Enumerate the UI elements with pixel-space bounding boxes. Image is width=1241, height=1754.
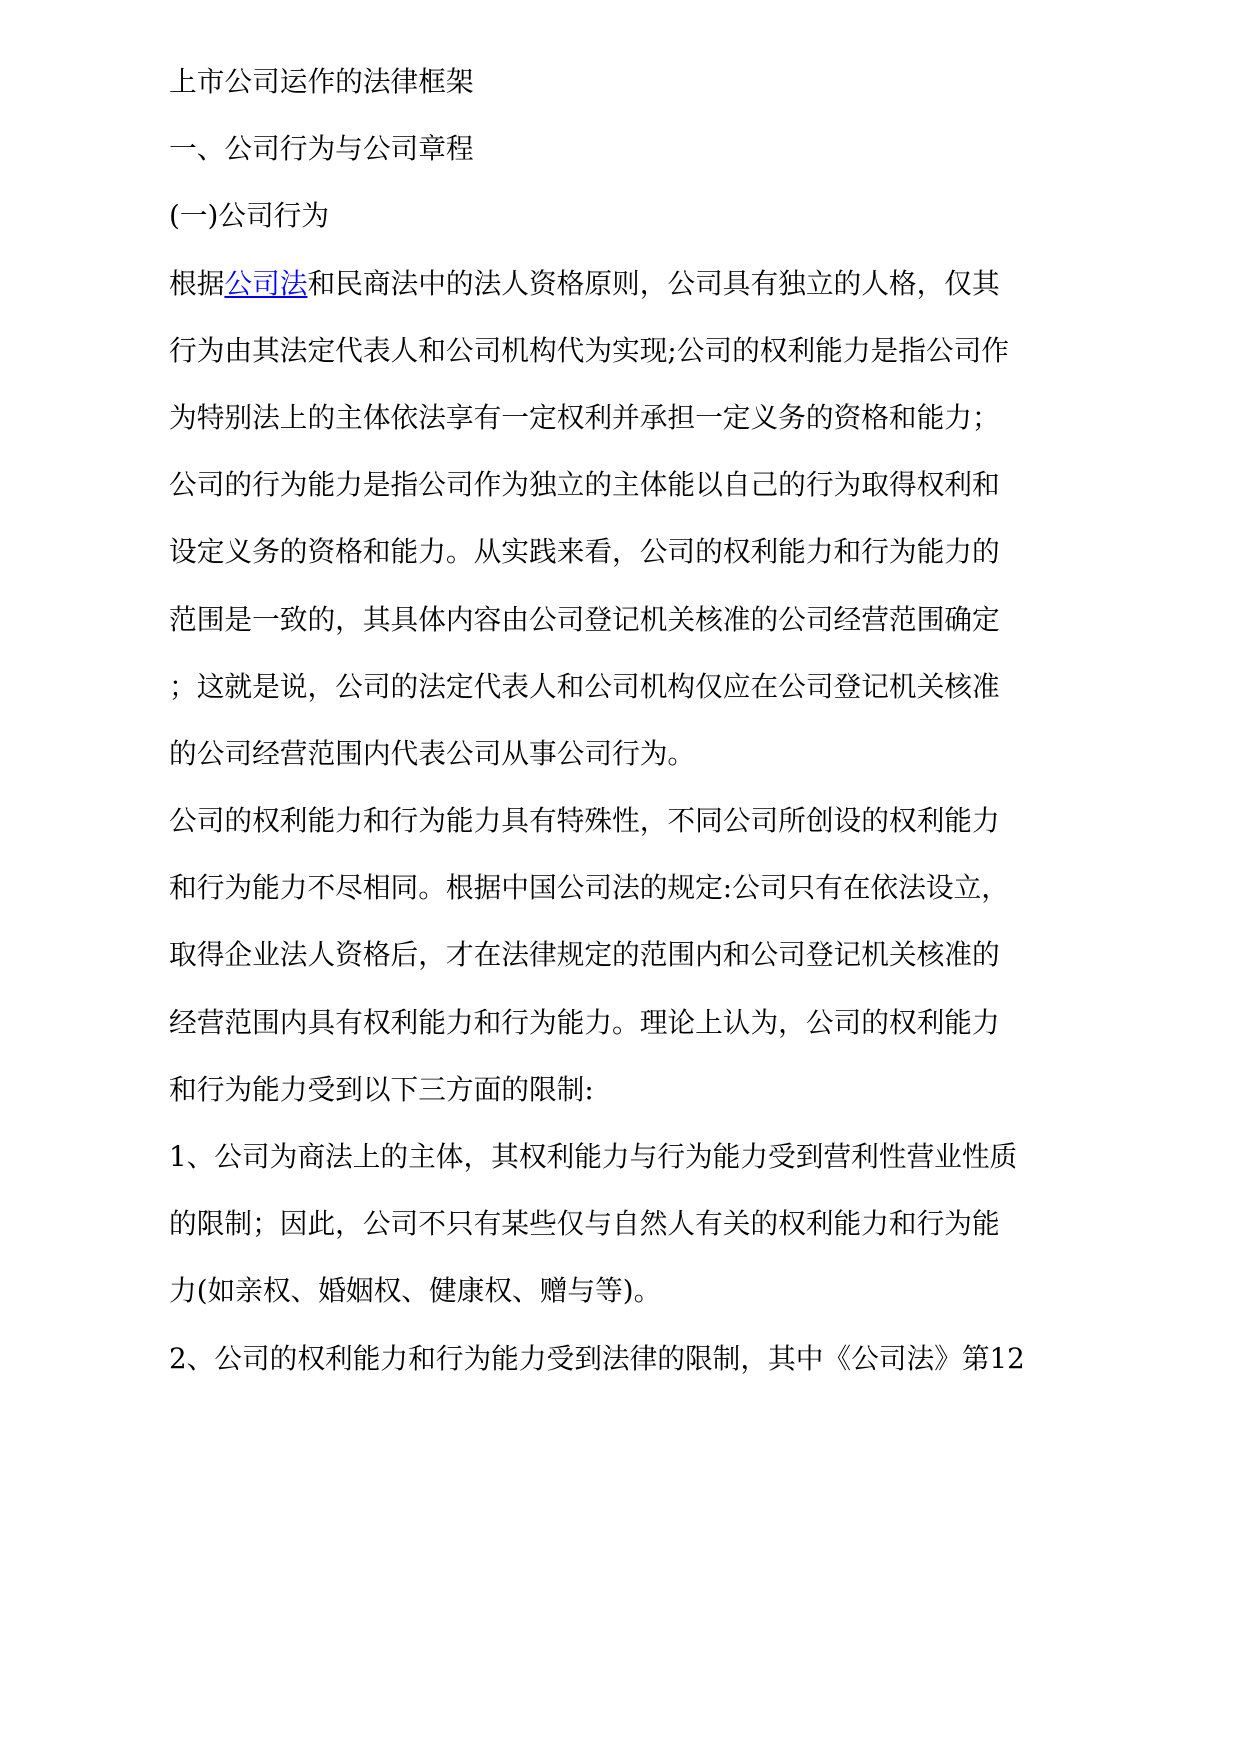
document-page bbox=[169, 48, 1169, 1392]
list-item-1 bbox=[169, 1123, 1169, 1325]
paragraph-line: 和行为能力不尽相同。根据中国公司法的规定:公司只有在依法设立， bbox=[169, 871, 1009, 905]
paragraph-line: 为特别法上的主体依法享有一定权利并承担一定义务的资格和能力； bbox=[169, 400, 1000, 434]
paragraph-2 bbox=[169, 787, 1169, 1123]
list-item-2 bbox=[169, 1325, 1169, 1392]
section-heading: 一、公司行为与公司章程 bbox=[169, 132, 474, 166]
subsection-heading: (一)公司行为 bbox=[169, 199, 330, 233]
paragraph-line: 经营范围内具有权利能力和行为能力。理论上认为，公司的权利能力 bbox=[169, 1005, 1000, 1039]
line-suffix: 和民商法中的法人资格原则，公司具有独立的人格，仅其 bbox=[307, 266, 1000, 300]
list-item-line: 的限制；因此，公司不只有某些仅与自然人有关的权利能力和行为能 bbox=[169, 1207, 1000, 1241]
document-title: 上市公司运作的法律框架 bbox=[169, 65, 474, 98]
paragraph-line: 和行为能力受到以下三方面的限制: bbox=[169, 1072, 594, 1106]
paragraph-line bbox=[169, 250, 1169, 317]
paragraph-line: ；这就是说，公司的法定代表人和公司机构仅应在公司登记机关核准 bbox=[169, 669, 1000, 703]
paragraph-line: 取得企业法人资格后，才在法律规定的范围内和公司登记机关核准的 bbox=[169, 938, 1000, 972]
list-item-line: 1、公司为商法上的主体，其权利能力与行为能力受到营利性营业性质 bbox=[169, 1140, 1018, 1173]
paragraph-line: 范围是一致的，其具体内容由公司登记机关核准的公司经营范围确定 bbox=[169, 602, 1000, 636]
paragraph-1 bbox=[169, 250, 1169, 788]
paragraph-line: 设定义务的资格和能力。从实践来看，公司的权利能力和行为能力的 bbox=[169, 535, 1000, 569]
paragraph-line: 的公司经营范围内代表公司从事公司行为。 bbox=[169, 736, 696, 770]
line-prefix: 根据 bbox=[169, 266, 225, 300]
paragraph-line: 公司的权利能力和行为能力具有特殊性，不同公司所创设的权利能力 bbox=[169, 804, 1000, 838]
paragraph-line: 公司的行为能力是指公司作为独立的主体能以自己的行为取得权利和 bbox=[169, 468, 1000, 502]
paragraph-line: 行为由其法定代表人和公司机构代为实现;公司的权利能力是指公司作 bbox=[169, 333, 1009, 367]
company-law-link[interactable]: 公司法 bbox=[224, 266, 308, 300]
list-item-line: 2、公司的权利能力和行为能力受到法律的限制，其中《公司法》第12 bbox=[169, 1341, 1025, 1375]
list-item-line: 力(如亲权、婚姻权、健康权、赠与等)。 bbox=[169, 1274, 662, 1308]
